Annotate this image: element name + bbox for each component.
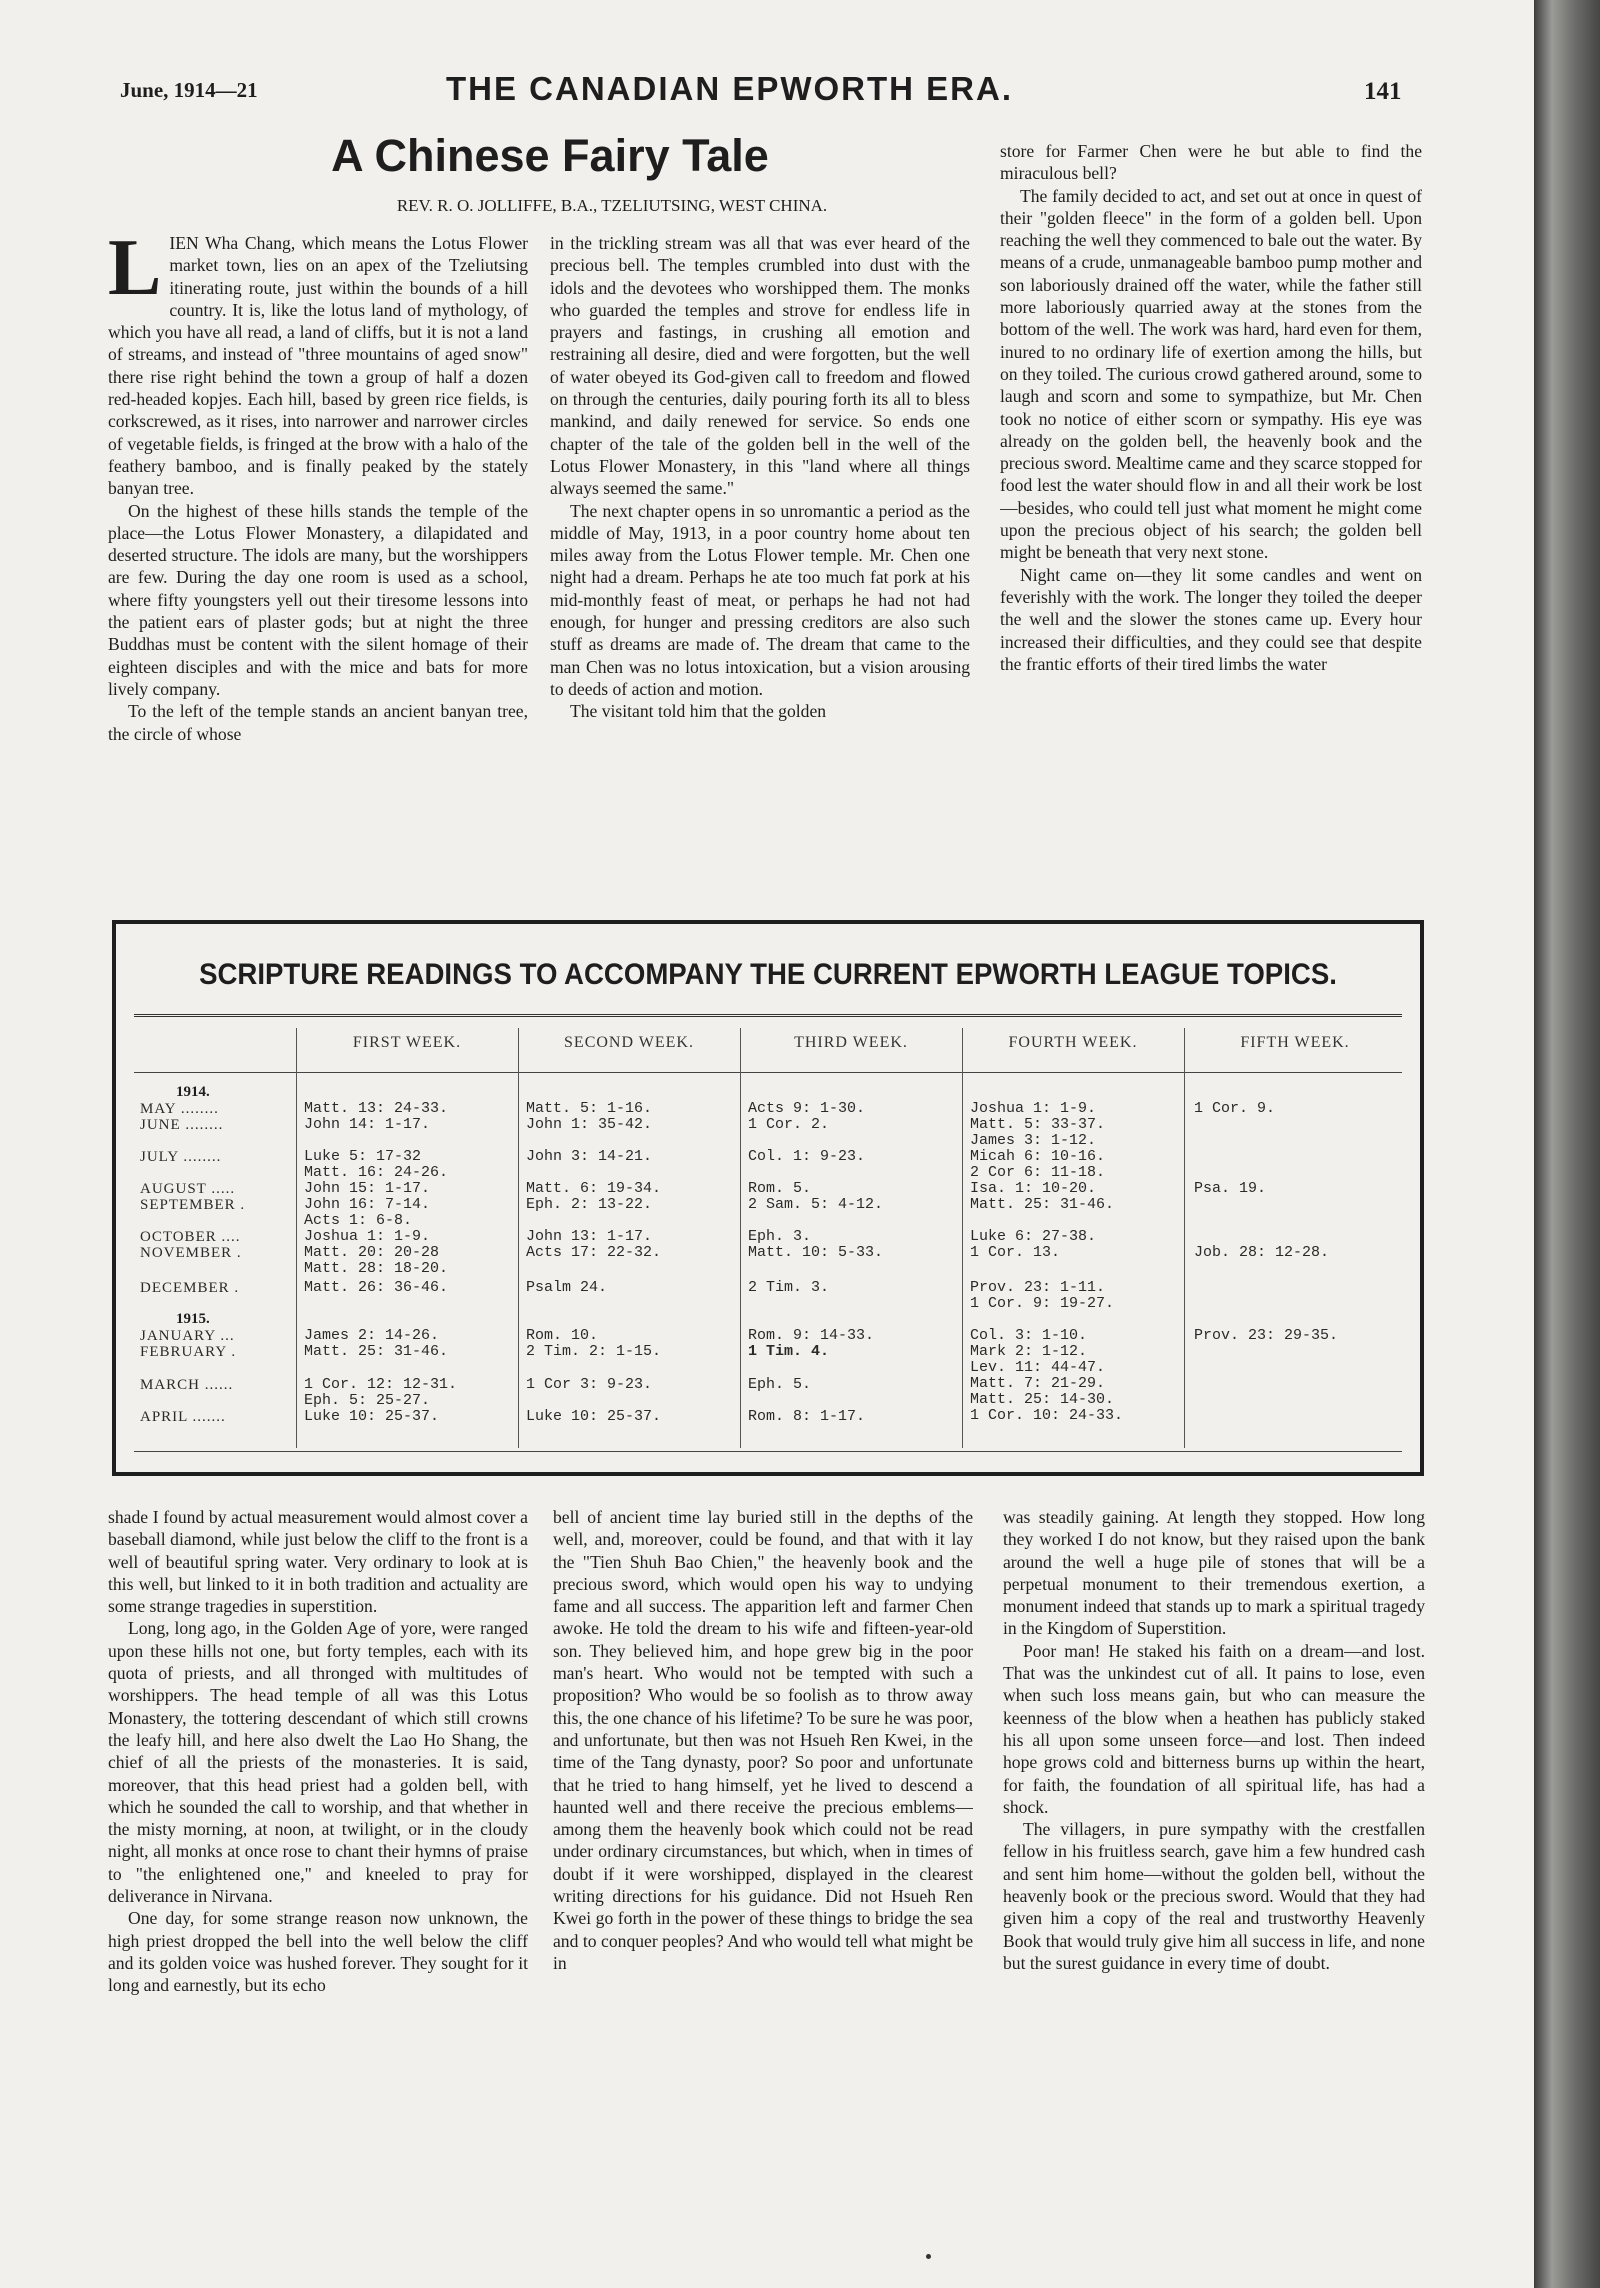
table-cell: Matt. 16: 24-26. — [304, 1164, 449, 1181]
year-label: 1914. — [176, 1084, 210, 1100]
column-divider — [296, 1028, 297, 1448]
table-cell: Luke 5: 17-32 — [304, 1148, 422, 1165]
divider — [134, 1451, 1402, 1452]
table-cell: Col. 3: 1-10. — [970, 1327, 1088, 1344]
paragraph: LIEN Wha Chang, which means the Lotus Flower market town, lies on an apex of the Tzeliutsing itinerating route, just within the bounds of a hill country. It is, like the lotus land of mythology, of which you have all read, a land of cliffs, but it is not a land of streams, and instead of "three mountains of aged snow" there rise right behind the town a group of half a dozen red-headed kopjes. Each hill, based by green rice fields, is corkscrewed, as it rises, into narrower and narrower circles of vegetable fields, is fringed at the brow with a halo of the feathery bamboo, and is finally peaked by the stately banyan tree. — [108, 232, 528, 499]
drop-cap: L — [108, 232, 162, 312]
table-cell: Matt. 25: 31-46. — [970, 1196, 1115, 1213]
paragraph: in the trickling stream was all that was ever heard of the precious bell. The temples crumbled into dust with the idols and the devotees who worshipped them. The monks who guarded the temples and strove for endless life in prayers and fastings, in crushing all emotion and restraining all desire, died and were forgotten, but the well of water obeyed its God-given call to freedom and flowed on through the centuries, daily pouring forth its all to bless mankind, and daily renewed for service. So ends one chapter of the tale of the golden bell in the well of the Lotus Flower Monastery, in this "land where all things always seemed the same." — [550, 233, 970, 499]
paragraph: To the left of the temple stands an ancient banyan tree, the circle of whose — [108, 701, 528, 744]
table-cell: Acts 1: 6-8. — [304, 1212, 413, 1229]
book-spine — [1534, 0, 1600, 2288]
paragraph: The villagers, in pure sympathy with the crestfallen fellow in his fruitless search, gave him a few hundred cash and sent him home—without the golden bell, without the heavenly book or the precious sword. Would that they had given him a copy of the real and trustworthy Heavenly Book that would truly give him all success in life, and none but the surest guidance in every time of doubt. — [1003, 1819, 1425, 1973]
table-cell: Prov. 23: 29-35. — [1194, 1327, 1339, 1344]
paragraph: The family decided to act, and set out at once in quest of their "golden fleece" in the form of a golden bell. Upon reaching the well they commenced to bale out the water. By means of a crude, unmanageable bamboo pump mother and son laboriously drained off the water, while the father still more laboriously quarried away at the stones from the bottom of the well. The work was hard, hard even for them, inured to no ordinary life of exertion among the hills, but on they toiled. The curious crowd gathered around, some to laugh and scorn and some to sympathize, but Mr. Chen took no notice of either scorn or sympathy. His eye was already on the golden bell, the heavenly book and the precious sword. Mealtime came and they scarce stopped for food lest the water should flow in and all their work be lost—besides, who could tell just what moment he might come upon the precious object of his search; the golden bell might be beneath that very next stone. — [1000, 185, 1422, 563]
column-divider — [962, 1028, 963, 1448]
paragraph: shade I found by actual measurement would almost cover a baseball diamond, while just below the cliff to the front is a well of beautiful spring water. Very ordinary to look at is this well, but linked to it in both tradition and actuality are some strange tragedies in superstition. — [108, 1507, 528, 1617]
table-cell: 1 Cor. 12: 12-31. — [304, 1376, 458, 1393]
column-divider — [740, 1028, 741, 1448]
table-cell: Acts 17: 22-32. — [526, 1244, 662, 1261]
table-cell: Matt. 7: 21-29. — [970, 1375, 1106, 1392]
table-cell: Matt. 28: 18-20. — [304, 1260, 449, 1277]
table-cell: Isa. 1: 10-20. — [970, 1180, 1097, 1197]
table-cell: 1 Cor. 13. — [970, 1244, 1061, 1261]
column-header-fourth-week: FOURTH WEEK. — [1008, 1034, 1138, 1051]
table-cell: Matt. 5: 1-16. — [526, 1100, 653, 1117]
table-cell: John 13: 1-17. — [526, 1228, 653, 1245]
paragraph: The visitant told him that the golden — [570, 701, 827, 722]
table-cell: Rom. 8: 1-17. — [748, 1408, 866, 1425]
month-label: SEPTEMBER . — [140, 1197, 246, 1213]
column-divider — [1184, 1028, 1185, 1448]
table-cell: 1 Cor. 9: 19-27. — [970, 1295, 1115, 1312]
table-cell: Joshua 1: 1-9. — [970, 1100, 1097, 1117]
table-cell: Eph. 2: 13-22. — [526, 1196, 653, 1213]
table-cell: Eph. 3. — [748, 1228, 812, 1245]
column-divider — [518, 1028, 519, 1448]
magazine-title: THE CANADIAN EPWORTH ERA. — [446, 70, 1013, 107]
column-header-first-week: FIRST WEEK. — [352, 1034, 462, 1051]
paragraph: bell of ancient time lay buried still in the depths of the well, and, moreover, could be found, and that with it lay the "Tien Shuh Bao Chien," the heavenly book and the precious sword, which would open his way to undying fame and all success. The apparition left and farmer Chen awoke. He told the dream to his wife and fifteen-year-old son. They believed him, and hope grew big in the poor man's heart. Who would not be tempted with such a proposition? Who would be so foolish as to throw away this, the one chance of his lifetime? To be sure he was poor, and unfortunate, but then was not Hsueh Ren Kwei, in the time of the Tang dynasty, poor? So poor and unfortunate that he tried to hang himself, yet he lived to descend a haunted well and there receive the precious emblems—among them the heavenly book which could not be read under ordinary circumstances, but which, when in times of doubt if it were worshipped, displayed in the clearest writing directions for his guidance. Did not Hsueh Ren Kwei go forth in the power of these things to bridge the sea and to conquer peoples? And who would tell what might be in — [553, 1507, 973, 1973]
issue-date: June, 1914—21 — [120, 78, 258, 102]
paragraph: Poor man! He staked his faith on a dream—and lost. That was the unkindest cut of all. It pains to lose, even when such loss means gain, but who can measure the keenness of the blow when a heathen has publicly staked his all upon some unseen force—and lost. Then indeed hope grows cold and bitterness burns up within the heart, for faith, the foundation of all spiritual life, has had a shock. — [1003, 1640, 1425, 1817]
paragraph: Night came on—they lit some candles and went on feverishly with the work. The longer they toiled the deeper the well and the slower the stones came up. Every hour increased their difficulties, and they could see that despite the frantic efforts of their tired limbs the water — [1000, 564, 1422, 674]
table-cell: 1 Cor 3: 9-23. — [526, 1376, 653, 1393]
table-cell: Matt. 26: 36-46. — [304, 1279, 449, 1296]
table-cell: Rom. 9: 14-33. — [748, 1327, 875, 1344]
table-cell: Mark 2: 1-12. — [970, 1343, 1088, 1360]
table-cell: Rom. 10. — [526, 1327, 599, 1344]
table-cell: 2 Cor 6: 11-18. — [970, 1164, 1106, 1181]
table-cell: Luke 10: 25-37. — [304, 1408, 440, 1425]
table-cell: Matt. 25: 14-30. — [970, 1391, 1115, 1408]
column-header-second-week: SECOND WEEK. — [564, 1034, 694, 1051]
table-cell: Luke 6: 27-38. — [970, 1228, 1097, 1245]
article-title: A Chinese Fairy Tale — [331, 130, 769, 181]
table-cell: Lev. 11: 44-47. — [970, 1359, 1106, 1376]
table-cell: Psalm 24. — [526, 1279, 608, 1296]
table-cell: John 16: 7-14. — [304, 1196, 431, 1213]
table-cell: John 1: 35-42. — [526, 1116, 653, 1133]
column-3 — [1000, 140, 1422, 900]
month-label: JANUARY ... — [140, 1328, 235, 1344]
paragraph: One day, for some strange reason now unknown, the high priest dropped the bell into the well below the cliff and its golden voice was hushed forever. They sought for it long and earnestly, but its echo — [108, 1908, 528, 1996]
scripture-readings-table — [112, 920, 1424, 1476]
divider — [134, 1072, 1402, 1073]
table-cell: 2 Tim. 2: 1-15. — [526, 1343, 662, 1360]
paragraph: Long, long ago, in the Golden Age of yore, were ranged upon these hills not one, but forty temples, each with its quota of priests, and all thronged with multitudes of worshippers. The head temple of all was this Lotus Monastery, the tottering descendant of which still crowns the leafy hill, and here also dwelt the Lao Ho Shang, the chief of all the priests of the monasteries. It is said, moreover, that this head priest had a golden bell, with which he sounded the call to worship, and that whether in the misty morning, at noon, at twilight, or in the cloudy night, all monks at once rose to chant their hymns of praise to "the enlightened one," and kneeled to pray for deliverance in Nirvana. — [108, 1618, 528, 1907]
table-cell: 2 Tim. 3. — [748, 1279, 830, 1296]
table-cell: 1 Cor. 10: 24-33. — [970, 1407, 1124, 1424]
paragraph: was steadily gaining. At length they stopped. How long they worked I do not know, but they raised upon the bank around the well a huge pile of stones that will be a perpetual monument to their tremendous exertion, a monument indeed that stands up to mark a spiritual tragedy in the Kingdom of Superstition. — [1003, 1507, 1425, 1639]
table-cell: Matt. 25: 31-46. — [304, 1343, 449, 1360]
column-2 — [550, 232, 970, 900]
month-label: JUNE ........ — [140, 1117, 224, 1133]
ink-dot — [926, 2254, 931, 2259]
month-label: AUGUST ..... — [140, 1181, 236, 1197]
month-label: FEBRUARY . — [140, 1344, 237, 1360]
table-cell: John 15: 1-17. — [304, 1180, 431, 1197]
article-byline: REV. R. O. JOLLIFFE, B.A., TZELIUTSING, WEST CHINA. — [396, 196, 828, 215]
divider — [134, 1014, 1402, 1017]
table-title: SCRIPTURE READINGS TO ACCOMPANY THE CURRENT EPWORTH LEAGUE TOPICS. — [199, 958, 1337, 991]
column-header-third-week: THIRD WEEK. — [794, 1034, 908, 1051]
paragraph: On the highest of these hills stands the temple of the place—the Lotus Flower Monastery, a dilapidated and deserted structure. The idols are many, but the worshippers are few. During the day one room is used as a school, where fifty youngsters yell out their tiresome lessons into the patient ears of plaster gods; but at night the three Buddhas must be content with the silent homage of their eighteen disciples and with the mice and bats for more lively company. — [108, 500, 528, 699]
column-header-fifth-week: FIFTH WEEK. — [1240, 1034, 1350, 1051]
month-label: DECEMBER . — [140, 1280, 240, 1296]
table-cell: John 14: 1-17. — [304, 1116, 431, 1133]
month-label: MARCH ...... — [140, 1377, 234, 1393]
table-cell: Matt. 10: 5-33. — [748, 1244, 884, 1261]
table-cell: Acts 9: 1-30. — [748, 1100, 866, 1117]
column-6 — [1003, 1506, 1425, 2236]
table-cell: Prov. 23: 1-11. — [970, 1279, 1106, 1296]
table-cell: Col. 1: 9-23. — [748, 1148, 866, 1165]
table-cell: Matt. 5: 33-37. — [970, 1116, 1106, 1133]
table-cell: Luke 10: 25-37. — [526, 1408, 662, 1425]
month-label: OCTOBER .... — [140, 1229, 241, 1245]
table-cell: Joshua 1: 1-9. — [304, 1228, 431, 1245]
table-cell: 2 Sam. 5: 4-12. — [748, 1196, 884, 1213]
month-label: NOVEMBER . — [140, 1245, 242, 1261]
month-label: JULY ........ — [140, 1149, 222, 1165]
table-cell: John 3: 14-21. — [526, 1148, 653, 1165]
table-cell: Matt. 6: 19-34. — [526, 1180, 662, 1197]
column-5 — [553, 1506, 973, 2236]
table-cell: 1 Cor. 9. — [1194, 1100, 1276, 1117]
table-cell: Psa. 19. — [1194, 1180, 1267, 1197]
table-cell: 1 Tim. 4. — [748, 1343, 830, 1360]
paragraph: store for Farmer Chen were he but able to find the miraculous bell? — [1000, 141, 1422, 184]
table-cell: Eph. 5: 25-27. — [304, 1392, 431, 1409]
table-cell: James 2: 14-26. — [304, 1327, 440, 1344]
table-cell: James 3: 1-12. — [970, 1132, 1097, 1149]
table-cell: Rom. 5. — [748, 1180, 812, 1197]
table-cell: Eph. 5. — [748, 1376, 812, 1393]
page-number: 141 — [1364, 78, 1402, 105]
table-cell: Job. 28: 12-28. — [1194, 1244, 1330, 1261]
table-cell: Matt. 13: 24-33. — [304, 1100, 449, 1117]
month-label: APRIL ....... — [140, 1409, 226, 1425]
table-cell: Matt. 20: 20-28 — [304, 1244, 440, 1261]
column-4 — [108, 1506, 528, 2236]
paragraph: The next chapter opens in so unromantic a period as the middle of May, 1913, in a poor country home about ten miles away from the Lotus Flower temple. Mr. Chen one night had a dream. Perhaps he ate too much fat pork at his mid-monthly feast of meat, or perhaps he had not had enough, for hunger and pressing creditors are also such stuff as dreams are made of. The dream that came to the man Chen was no lotus intoxication, but a vision arousing to deeds of action and motion. — [550, 500, 970, 699]
year-label: 1915. — [176, 1311, 210, 1327]
table-cell: 1 Cor. 2. — [748, 1116, 830, 1133]
column-1 — [108, 232, 528, 900]
month-label: MAY ........ — [140, 1101, 219, 1117]
table-cell: Micah 6: 10-16. — [970, 1148, 1106, 1165]
